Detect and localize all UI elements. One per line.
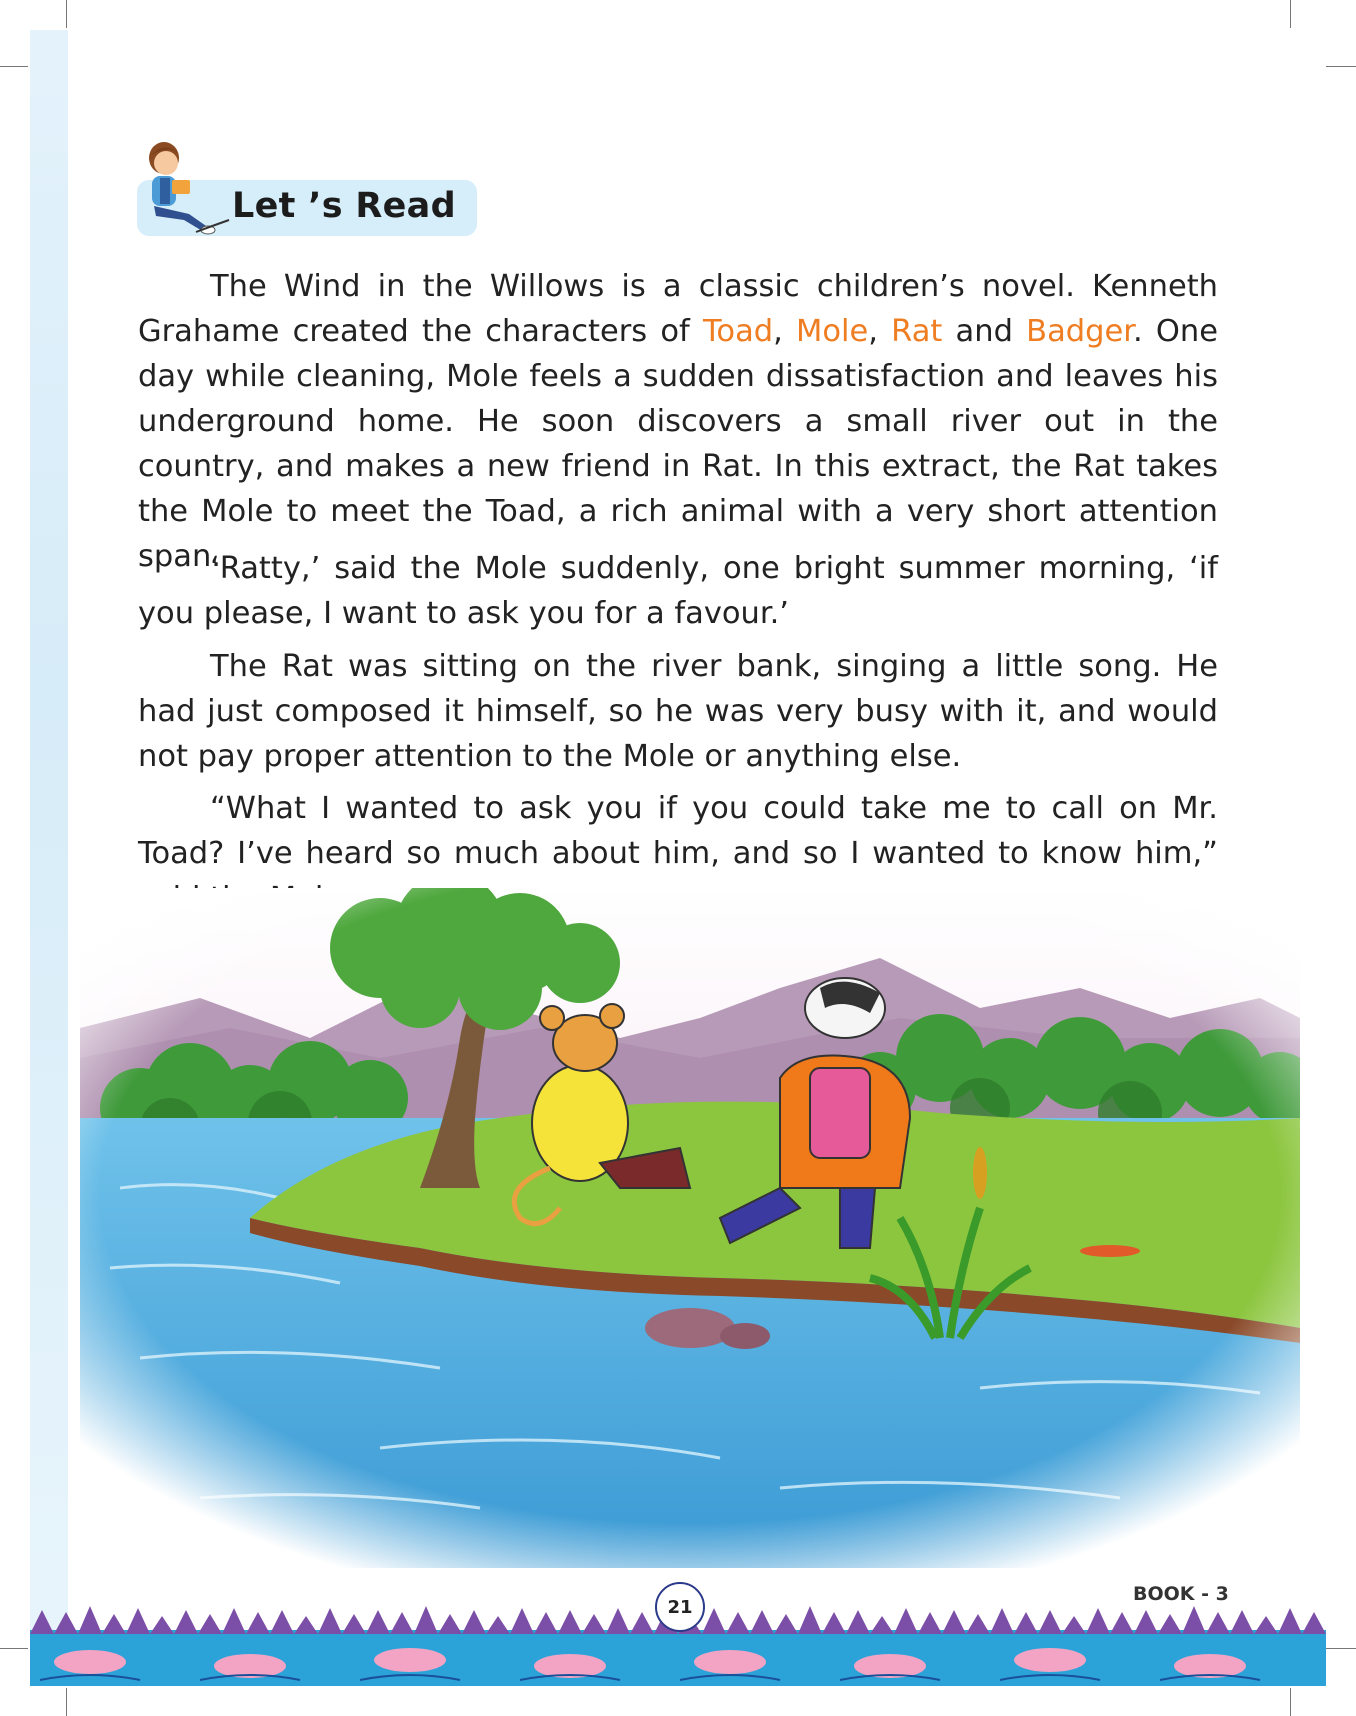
character-name: Mole: [796, 314, 869, 349]
crop-mark: [0, 66, 28, 67]
crop-mark: [1326, 66, 1356, 67]
story-paragraph: The Rat was sitting on the river bank, singing a little song. He had just composed it himself, so he was very busy with it, and would not pay proper attention to the Mole or anything else.: [138, 649, 1218, 774]
crop-mark: [66, 0, 67, 28]
crop-mark: [1290, 1688, 1291, 1716]
crop-mark: [66, 1688, 67, 1716]
book-label: BOOK - 3: [1133, 1583, 1229, 1605]
crop-mark: [1290, 0, 1291, 28]
section-title: Let ’s Read: [232, 186, 456, 226]
boy-reading-icon: [134, 136, 234, 236]
left-decor-band: [30, 30, 68, 1685]
story-paragraph: ‘Ratty,’ said the Mole suddenly, one bright summer morning, ‘if you please, I want to ask you for a favour.’: [138, 551, 1218, 631]
character-name: Badger: [1026, 314, 1133, 349]
crop-mark: [1326, 1648, 1356, 1649]
character-name: Toad: [702, 314, 774, 349]
intro-paragraph: The Wind in the Willows is a classic children’s novel. Kenneth Grahame created the characters of Toad, Mole, Rat and Badger. One day while cleaning, Mole feels a sudden dissatisfaction and leaves his underground home. He soon discovers a small river out in the country, and makes a new friend in Rat. In this extract, the Rat takes the Mole to meet the Toad, a rich animal with a very short attention span.: [138, 269, 1218, 574]
crop-mark: [0, 1648, 28, 1649]
page-number: 21: [655, 1582, 705, 1632]
character-name: Rat: [891, 314, 943, 349]
story-illustration: [80, 888, 1300, 1568]
story-paragraph: “What I wanted to ask you if you could take me to call on Mr. Toad? I’ve heard so much about him, and so I wanted to know him,”: [138, 791, 1218, 871]
